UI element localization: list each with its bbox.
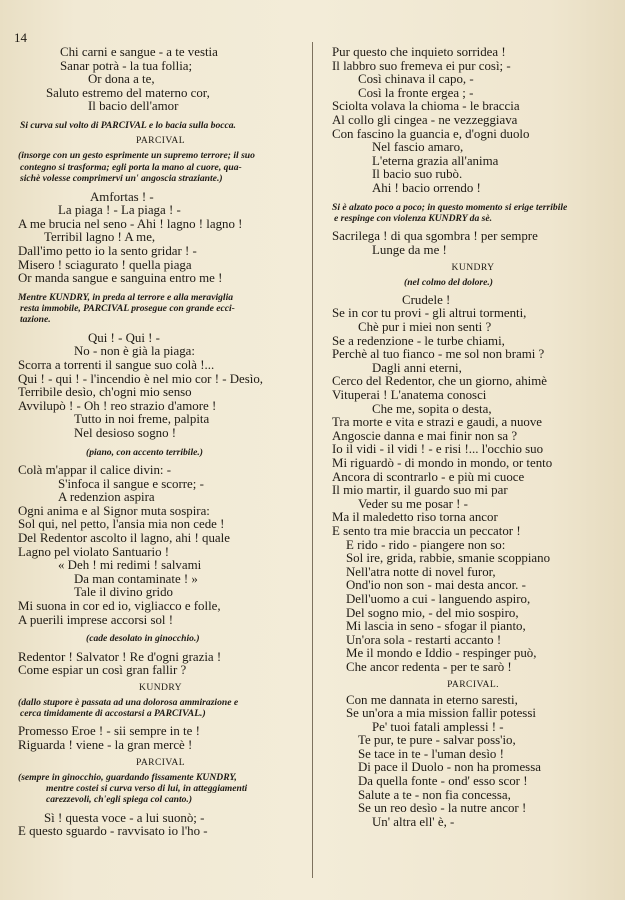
verse-line: Sol qui, nel petto, l'ansia mia non cede ! xyxy=(18,517,225,532)
verse-line: Di pace il Duolo - non ha promessa xyxy=(358,760,541,775)
verse-line: Pur questo che inquieto sorridea ! xyxy=(332,45,506,59)
stage-direction: Si è alzato poco a poco; in questo momento si erige terribile xyxy=(332,201,568,213)
verse-line: Misero ! sciagurato ! quella piaga xyxy=(18,257,192,272)
speaker-name: PARCIVAL xyxy=(135,135,186,147)
verse-line: Nell'atra notte di novel furor, xyxy=(346,564,496,579)
verse-line: Qui ! - qui ! - l'incendio è nel mio cor ! - Desìo, xyxy=(18,371,264,386)
verse-line: Or manda sangue e sanguina entro me ! xyxy=(18,271,223,286)
stage-direction: tazione. xyxy=(20,314,51,326)
verse-line: Ancora di scontrarlo - e più mi cuoce xyxy=(332,469,525,484)
speaker-name: KUNDRY xyxy=(451,261,495,273)
verse-line: Sciolta volava la chioma - le braccia xyxy=(332,99,520,114)
verse-line: Come espiar un così gran fallir ? xyxy=(18,663,187,678)
verse-line: Se tace in te - l'uman desìo ! xyxy=(358,746,504,761)
stage-direction: e respinge con violenza KUNDRY da sè. xyxy=(334,212,493,224)
verse-line: Tale il divino grido xyxy=(74,585,173,600)
stage-direction: Mentre KUNDRY, in preda al terrore e alla meraviglia xyxy=(18,291,234,303)
verse-line: Del sogno mio, - del mio sospiro, xyxy=(346,605,519,620)
stage-direction: mentre costei si curva verso di lui, in atteggiamenti xyxy=(46,783,248,795)
verse-line: Dall'imo petto io la sento gridar ! - xyxy=(18,243,197,258)
verse-line: Crudele ! xyxy=(402,292,451,307)
stage-direction: carezzevoli, ch'egli spiega col canto.) xyxy=(46,794,193,806)
speaker-name: KUNDRY xyxy=(139,681,182,693)
verse-line: Salute a te - non fia concessa, xyxy=(358,787,511,802)
speaker-name: PARCIVAL. xyxy=(447,678,499,690)
verse-line: Mi riguardò - di mondo in mondo, or tento xyxy=(332,456,553,471)
verse-line: Se un'ora a mia mission fallir potessi xyxy=(346,706,536,721)
verse-line: Dell'uomo a cui - languendo aspiro, xyxy=(346,591,531,606)
verse-line: Sol ire, grida, rabbie, smanie scoppiano xyxy=(346,551,551,566)
verse-line: Che me, sopita o desta, xyxy=(372,401,492,416)
stage-direction: (sempre in ginocchio, guardando fissamente KUNDRY, xyxy=(18,771,237,783)
verse-line: Nel desioso sogno ! xyxy=(74,426,177,441)
verse-line: Così chinava il capo, - xyxy=(358,72,474,87)
verse-line: Con fascino la guancia e, d'ogni duolo xyxy=(332,126,530,141)
stage-direction: (insorge con un gesto esprimente un supremo terrore; il suo xyxy=(18,150,255,162)
verse-line: Mi suona in cor ed io, vigliacco e folle, xyxy=(18,598,221,613)
verse-line: Così la fronte ergea ; - xyxy=(358,85,474,100)
verse-line: Scorra a torrenti il sangue suo colà !... xyxy=(18,358,215,373)
verse-line: Se a redenzione - le turbe chiami, xyxy=(332,333,505,348)
verse-line: Sanar potrà - la tua follia; xyxy=(60,58,193,73)
verse-line: E questo sguardo - ravvisato io l'ho - xyxy=(18,824,208,839)
verse-line: La piaga ! - La piaga ! - xyxy=(58,203,181,218)
verse-line: Che ancor redenta - per te sarò ! xyxy=(346,659,512,674)
verse-line: Amfortas ! - xyxy=(90,189,154,204)
verse-line: Se in cor tu provi - gli altrui tormenti, xyxy=(332,306,527,321)
verse-line: Il bacio dell'amor xyxy=(88,99,179,114)
verse-line: Redentor ! Salvator ! Re d'ogni grazia ! xyxy=(18,649,222,664)
verse-line: Pe' tuoi fatali amplessi ! - xyxy=(372,719,504,734)
verse-line: A puerili imprese accorsi sol ! xyxy=(18,612,174,627)
stage-direction: Si curva sul volto di PARCIVAL e lo bacia sulla bocca. xyxy=(20,119,236,131)
verse-line: A redenzion aspira xyxy=(58,490,155,505)
verse-line: Qui ! - Qui ! - xyxy=(88,330,160,345)
verse-line: Nel fascio amaro, xyxy=(372,140,464,155)
verse-line: No - non è già la piaga: xyxy=(74,344,195,359)
stage-direction: cerca timidamente di accostarsi a PARCIVAL.) xyxy=(20,708,206,720)
stage-direction: resta immobile, PARCIVAL prosegue con grande ecci- xyxy=(20,303,235,315)
verse-line: Al collo gli cingea - ne vezzeggiava xyxy=(332,112,518,127)
verse-line: Il labbro suo fremeva ei pur così; - xyxy=(332,58,511,73)
page-number: 14 xyxy=(14,30,27,45)
stage-direction: sichè volesse comprimervi un' angoscia straziante.) xyxy=(20,173,223,185)
verse-line: Terribile desìo, ch'ogni mio senso xyxy=(18,385,192,400)
verse-line: Chi carni e sangue - a te vestia xyxy=(60,45,218,59)
verse-line: S'infoca il sangue e scorre; - xyxy=(58,476,204,491)
verse-line: Da quella fonte - ond' esso scor ! xyxy=(358,774,528,789)
verse-line: Lagno pel violato Santuario ! xyxy=(18,544,170,559)
verse-line: Ond'io non son - mai desta ancor. - xyxy=(346,578,526,593)
verse-line: Sì ! questa voce - a lui suonò; - xyxy=(44,810,205,825)
verse-line: E rido - rido - piangere non so: xyxy=(346,537,506,552)
verse-line: Promesso Eroe ! - sii sempre in te ! xyxy=(18,724,200,739)
verse-line: Se un reo desìo - la nutre ancor ! xyxy=(358,801,527,816)
stage-direction: (nel colmo del dolore.) xyxy=(404,276,493,288)
verse-line: Un'ora sola - restarti accanto ! xyxy=(346,632,502,647)
verse-line: Veder su me posar ! - xyxy=(358,496,468,511)
verse-line: Angoscie danna e mai finir non sa ? xyxy=(332,428,518,443)
stage-direction: (piano, con accento terribile.) xyxy=(86,446,203,458)
stage-direction: (cade desolato in ginocchio.) xyxy=(86,633,200,645)
verse-line: Il bacio suo rubò. xyxy=(372,167,463,182)
verse-line: Tra morte e vita e strazi e gaudi, a nuove xyxy=(332,415,543,430)
stage-direction: contegno si trasforma; egli porta la mano al cuore, qua- xyxy=(20,161,242,173)
verse-line: Lunge da me ! xyxy=(372,242,447,257)
verse-line: Saluto estremo del materno cor, xyxy=(46,85,210,100)
verse-line: Ogni anima e al Signor muta sospira: xyxy=(18,503,210,518)
verse-line: Or dona a te, xyxy=(88,72,155,87)
verse-line: Perchè al tuo fianco - me sol non brami ? xyxy=(332,347,545,362)
verse-line: Ma il maledetto riso torna ancor xyxy=(332,510,498,525)
verse-line: Tutto in noi freme, palpita xyxy=(74,412,210,427)
verse-line: Chè pur i miei non senti ? xyxy=(358,320,492,335)
verse-line: A me brucia nel seno - Ahi ! lagno ! lagno ! xyxy=(18,216,243,231)
verse-line: Il mio martir, il guardo suo mi par xyxy=(332,483,508,498)
right-column xyxy=(332,46,614,829)
verse-line: Cerco del Redentor, che un giorno, ahimè xyxy=(332,374,547,389)
verse-line: Sacrilega ! di qua sgombra ! per sempre xyxy=(332,229,538,244)
stage-direction: (dallo stupore è passata ad una dolorosa ammirazione e xyxy=(18,696,239,708)
verse-line: Da man contaminate ! » xyxy=(74,571,198,586)
verse-line: Riguarda ! viene - la gran mercè ! xyxy=(18,738,193,753)
verse-line: Terribil lagno ! A me, xyxy=(44,230,156,245)
verse-line: Vituperai ! L'anatema conosci xyxy=(332,388,487,403)
verse-line: Me il mondo e Iddio - respinger può, xyxy=(346,646,537,661)
verse-line: Avvilupò ! - Oh ! reo strazio d'amore ! xyxy=(18,398,217,413)
verse-line: Con me dannata in eterno saresti, xyxy=(346,692,518,707)
verse-line: Mi lascia in seno - sfogar il pianto, xyxy=(346,619,526,634)
verse-line: Un' altra ell' è, - xyxy=(372,814,455,829)
verse-line: « Deh ! mi redimi ! salvami xyxy=(58,558,202,573)
verse-line: Ahi ! bacio orrendo ! xyxy=(372,180,481,195)
verse-line: Dagli anni eterni, xyxy=(372,360,462,375)
verse-line: Del Redentor ascolto il lagno, ahi ! quale xyxy=(18,530,230,545)
verse-line: E sento tra mie braccia un peccator ! xyxy=(332,523,521,538)
verse-line: Colà m'appar il calice divin: - xyxy=(18,463,172,477)
column-divider xyxy=(312,42,313,878)
speaker-name: PARCIVAL xyxy=(135,756,186,768)
verse-line: Io il vidi - il vidi ! - e risi !... l'occhio suo xyxy=(332,442,544,457)
left-column xyxy=(18,46,303,839)
verse-line: L'eterna grazia all'anima xyxy=(372,153,499,168)
verse-line: Te pur, te pure - salvar poss'io, xyxy=(358,733,516,748)
